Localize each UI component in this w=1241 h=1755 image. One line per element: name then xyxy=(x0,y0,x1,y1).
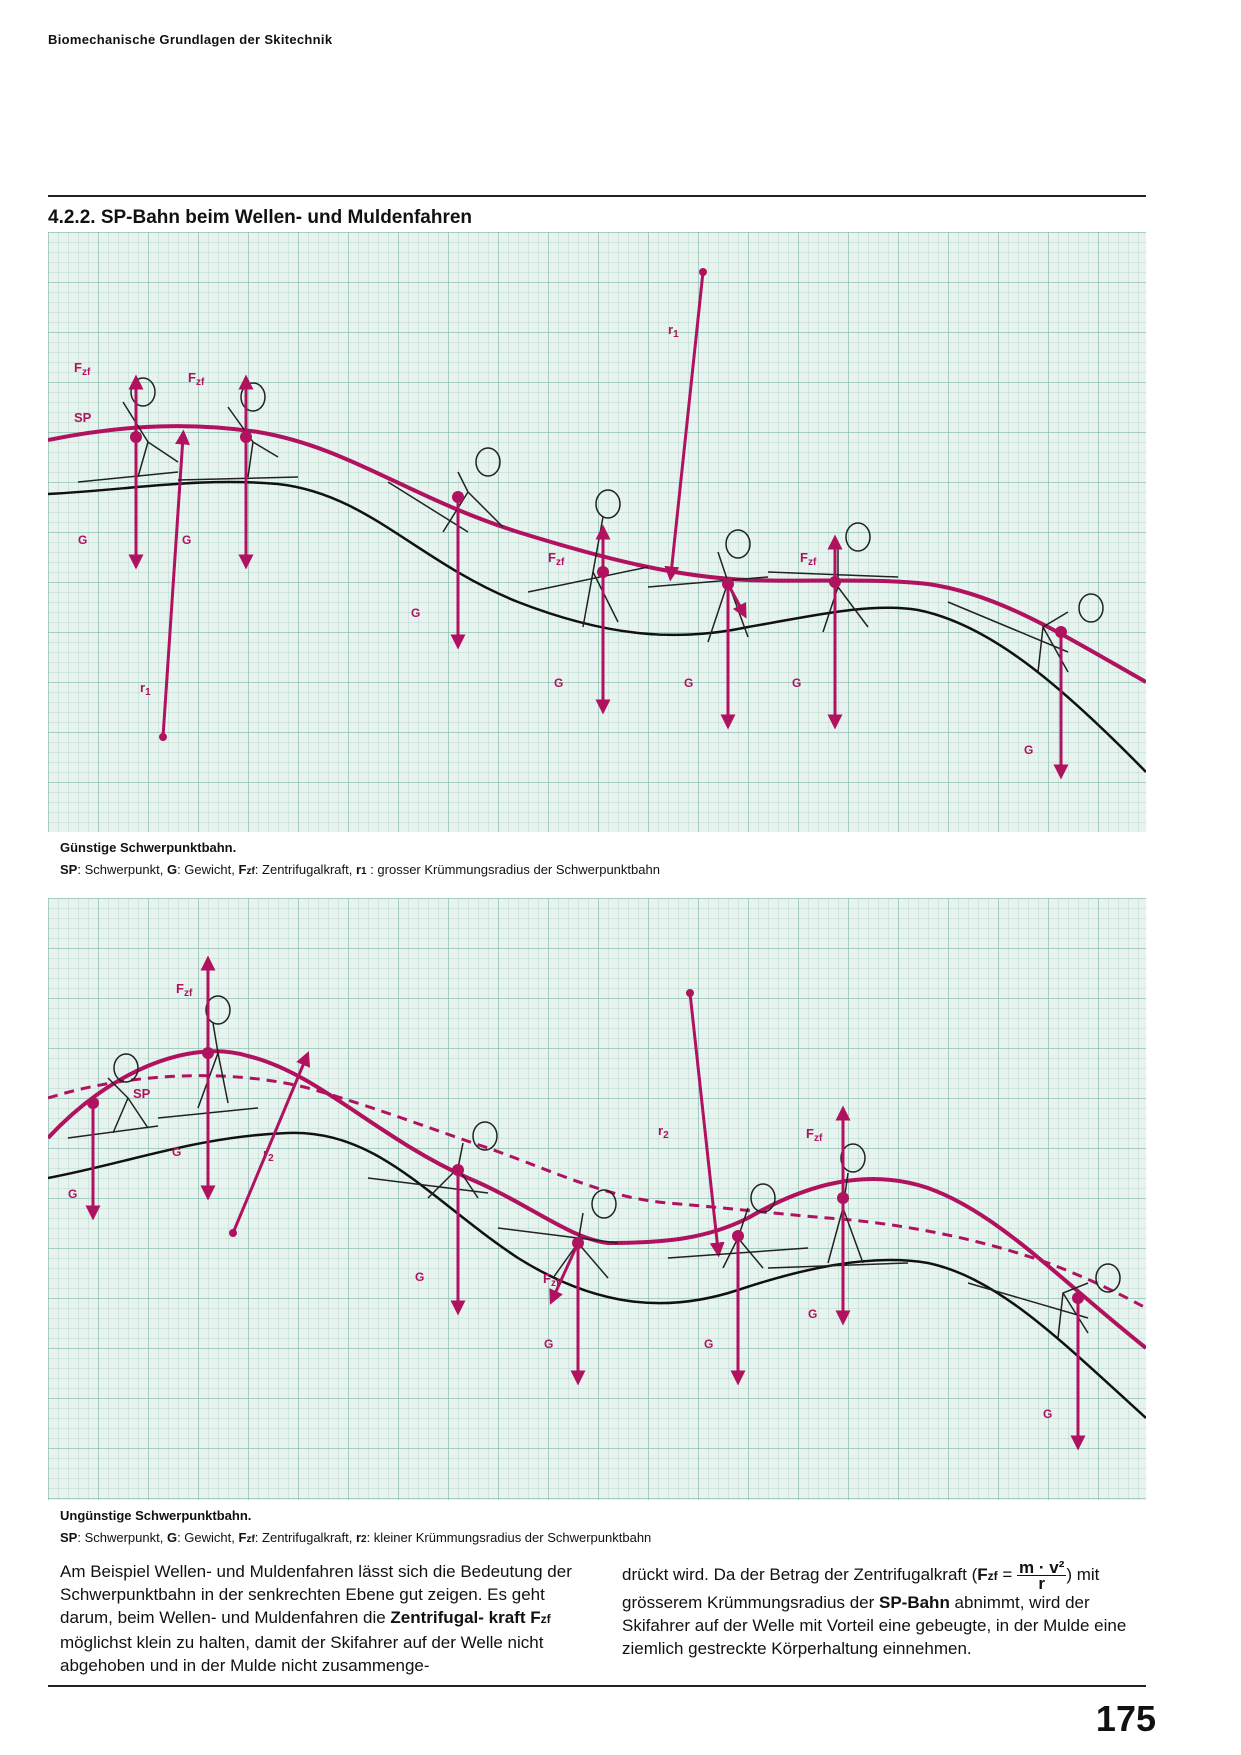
svg-text:G: G xyxy=(792,676,802,690)
svg-text:Fzf: $F_{zf}$ xyxy=(806,1126,823,1144)
com-dots xyxy=(130,431,1067,638)
svg-text:G: G xyxy=(172,1145,182,1159)
caption-title-favourable: Günstige Schwerpunktbahn. xyxy=(60,840,237,855)
svg-text:G: G xyxy=(544,1337,554,1351)
svg-text:r2: $r_2$ xyxy=(658,1123,669,1141)
formula-fraction: $\frac{\text{m · v²}}{r}$ xyxy=(1019,1558,1065,1593)
svg-text:r1: $r_1$ xyxy=(140,680,151,698)
caption-title-unfavourable: Ungünstige Schwerpunktbahn. xyxy=(60,1508,252,1523)
footer-rule xyxy=(48,1685,1146,1687)
caption-legend-unfavourable: SP: Schwerpunkt, G: Gewicht, Fzf: Zentrifugalkraft, r2: kleiner Krümmungsradius der Schwerpunktbahn xyxy=(60,1530,652,1545)
svg-text:G: G xyxy=(808,1307,818,1321)
gravity-arrows xyxy=(93,1053,1078,1443)
figure-unfavourable-svg xyxy=(48,898,1146,1500)
skier-figures xyxy=(68,996,1120,1338)
terrain-line xyxy=(48,482,1146,772)
svg-text:G: G xyxy=(411,606,421,620)
svg-text:G: G xyxy=(704,1337,714,1351)
figure-favourable-svg xyxy=(48,232,1146,832)
svg-text:Fzf: $F_{zf}$ xyxy=(800,550,817,568)
svg-text:G: G xyxy=(684,676,694,690)
svg-text:G: G xyxy=(415,1270,425,1284)
svg-text:SP: SP xyxy=(74,410,92,425)
radius-line-r2-left xyxy=(233,1058,306,1233)
terrain-line xyxy=(48,1133,1146,1418)
svg-text:G: G xyxy=(68,1187,78,1201)
section-title: 4.2.2. SP-Bahn beim Wellen- und Muldenfahren xyxy=(48,207,473,228)
figure-favourable-path xyxy=(48,232,1146,832)
svg-text:G: G xyxy=(1024,743,1034,757)
radius-line-r1-bottom xyxy=(163,437,183,737)
svg-text:G: G xyxy=(554,676,564,690)
page-number: 175 xyxy=(1095,1698,1156,1739)
svg-text:Fzf: $F_{zf}$ xyxy=(543,1271,560,1289)
figure-unfavourable-path xyxy=(48,898,1146,1500)
svg-text:G: G xyxy=(78,533,88,547)
radius-line-r2-right xyxy=(690,993,718,1250)
centrifugal-arrows xyxy=(208,963,843,1298)
svg-text:Fzf: $F_{zf}$ xyxy=(176,981,193,999)
svg-text:G: G xyxy=(182,533,192,547)
svg-text:r2: $r_2$ xyxy=(263,1146,274,1164)
com-path-actual xyxy=(48,1051,1146,1348)
running-head: Biomechanische Grundlagen der Skitechnik xyxy=(48,32,333,47)
caption-legend-favourable: SP: Schwerpunkt, G: Gewicht, Fzf: Zentrifugalkraft, r1 : grosser Krümmungsradius der Schwerpunktbahn xyxy=(60,862,660,877)
svg-text:Fzf: $F_{zf}$ xyxy=(548,550,565,568)
svg-text:Fzf: $F_{zf}$ xyxy=(188,370,205,388)
radius-line-r1-top xyxy=(671,272,703,574)
svg-text:Fzf: $F_{zf}$ xyxy=(74,360,91,378)
svg-text:G: G xyxy=(1043,1407,1053,1421)
header-rule xyxy=(48,195,1146,197)
body-column-right: drückt wird. Da der Betrag der Zentrifugalkraft (Fzf = $\frac{\text{m · v²}}{r}$ ) mit grösserem Krümmungsradius der SP-Bahn abnimmt, wird der Skifahrer auf der Welle mit Vorteil eine gebeugte, in der Mulde eine ziemlich gestreckte Körperhaltung einnehmen. xyxy=(622,1558,1127,1658)
gravity-arrows xyxy=(136,437,1061,772)
figure-labels xyxy=(68,981,1052,1421)
svg-text:SP: SP xyxy=(133,1086,151,1101)
figure-labels xyxy=(74,322,1033,757)
skier-figures xyxy=(78,378,1103,672)
body-column-left: Am Beispiel Wellen- und Muldenfahren lässt sich die Bedeutung der Schwerpunktbahn in der senkrechten Ebene gut zeigen. Es geht darum, beim Wellen- und Muldenfahren die Zentrifugal- kraft Fzf möglichst klein zu halten, damit der Skifahrer auf der Welle nicht abgehoben und in der Mulde nicht zusammenge- xyxy=(60,1562,572,1675)
svg-text:r1: $r_1$ xyxy=(668,322,679,340)
